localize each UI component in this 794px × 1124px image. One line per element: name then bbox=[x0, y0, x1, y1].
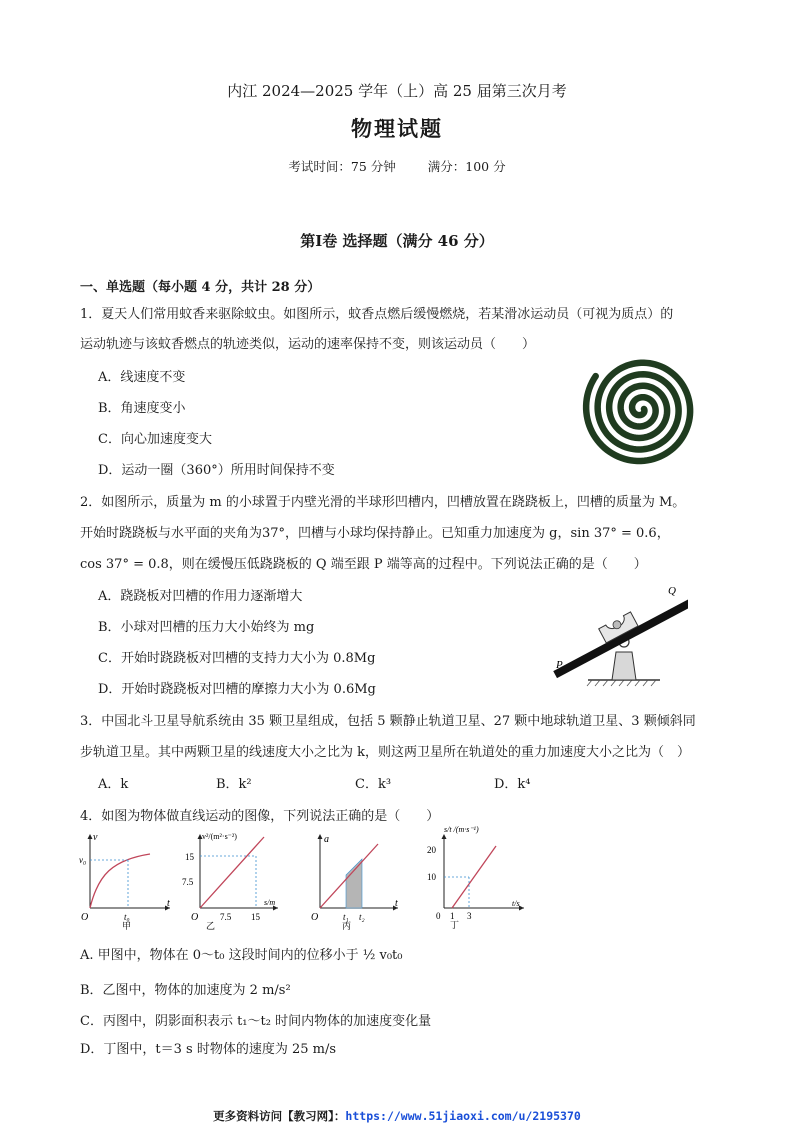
exam-info bbox=[0, 157, 794, 175]
graph-jia-ylabel: v bbox=[93, 832, 98, 843]
q2-option-d: D．开始时跷跷板对凹槽的摩擦力大小为 0.6Mg bbox=[98, 682, 376, 697]
graph-ding-xtick-3: 3 bbox=[467, 911, 472, 921]
footer bbox=[0, 1108, 794, 1124]
graph-ding-name: 丁 bbox=[450, 920, 460, 930]
graph-bing-origin: O bbox=[311, 912, 319, 923]
q4-option-d: D．丁图中，t＝3 s 时物体的速度为 25 m/s bbox=[80, 1042, 337, 1057]
q4-option-b: B．乙图中，物体的加速度为 2 m/s² bbox=[80, 983, 291, 998]
q3-option-c: C．k³ bbox=[355, 777, 392, 792]
graph-ding-ytick-20: 20 bbox=[427, 845, 436, 855]
q3-stem-line2: 步轨道卫星。其中两颗卫星的线速度大小之比为 k，则这两卫星所在轨道处的重力加速度大小之比为（ ） bbox=[80, 745, 691, 760]
graph-yi-ylabel: v²/(m²·s⁻²) bbox=[202, 832, 237, 841]
q1-stem-line1: 1．夏天人们常用蚊香来驱除蚊虫。如图所示，蚊香点燃后缓慢燃烧，若某滑冰运动员（可视为质点）的 bbox=[80, 307, 674, 322]
q4-stem: 4．如图为物体做直线运动的图像，下列说法正确的是（ ） bbox=[80, 809, 440, 824]
exam-time: 考试时间：75 分钟 bbox=[288, 159, 396, 174]
graph-ding-ylabel: s/t /(m·s⁻¹) bbox=[444, 825, 479, 834]
footer-prefix: 更多资料访问【教习网】： bbox=[213, 1109, 346, 1123]
graph-yi-ytick-7-5: 7.5 bbox=[182, 877, 194, 887]
graph-ding-xlabel: t/s bbox=[512, 899, 520, 908]
q3-option-b: B．k² bbox=[216, 777, 252, 792]
graph-bing-xtick-t1: t₁ bbox=[343, 912, 349, 922]
graph-jia-origin: O bbox=[81, 912, 89, 923]
q3-option-d: D．k⁴ bbox=[494, 777, 531, 792]
q2-option-b: B．小球对凹槽的压力大小始终为 mg bbox=[98, 620, 315, 635]
graph-bing bbox=[306, 830, 406, 930]
graph-jia bbox=[78, 830, 178, 930]
graph-jia-ymark: v₀ bbox=[79, 855, 87, 865]
q3-stem-line1: 3．中国北斗卫星导航系统由 35 颗卫星组成，包括 5 颗静止轨道卫星、27 颗中地球轨道卫星、3 颗倾斜同 bbox=[80, 714, 696, 729]
label-q: Q bbox=[668, 585, 676, 597]
graph-yi-xtick-7-5: 7.5 bbox=[220, 912, 232, 922]
graph-yi-xlabel: s/m bbox=[264, 898, 276, 907]
graph-yi-ytick-15: 15 bbox=[185, 852, 194, 862]
q4-option-a: A. 甲图中，物体在 0～t₀ 这段时间内的位移小于 ½ v₀t₀ bbox=[80, 948, 403, 963]
part-heading: 第Ⅰ卷 选择题（满分 46 分） bbox=[300, 232, 494, 250]
q2-stem-line1: 2．如图所示，质量为 m 的小球置于内壁光滑的半球形凹槽内，凹槽放置在跷跷板上，凹槽的质量为 M。 bbox=[80, 495, 686, 510]
q1-stem-line2: 运动轨迹与该蚊香燃点的轨迹类似，运动的速率保持不变，则该运动员（ ） bbox=[80, 337, 536, 352]
exam-score: 满分：100 分 bbox=[427, 159, 506, 174]
q2-stem-line3: cos 37° = 0.8，则在缓慢压低跷跷板的 Q 端至跟 P 端等高的过程中。下列说法正确的是（ ） bbox=[80, 557, 647, 572]
graph-yi-name: 乙 bbox=[206, 921, 216, 930]
graph-bing-name: 丙 bbox=[342, 921, 352, 930]
q2-stem-line2: 开始时跷跷板与水平面的夹角为37°，凹槽与小球均保持静止。已知重力加速度为 g，sin 37° = 0.6， bbox=[80, 526, 670, 541]
q1-option-b: B．角速度变小 bbox=[98, 401, 186, 416]
graph-bing-ylabel: a bbox=[324, 834, 329, 845]
graph-bing-xlabel: t bbox=[395, 898, 398, 909]
q3-option-a: A．k bbox=[98, 777, 129, 792]
q4-option-c: C．丙图中，阴影面积表示 t₁～t₂ 时间内物体的加速度变化量 bbox=[80, 1014, 432, 1029]
graph-ding-xtick-1: 1 bbox=[450, 911, 455, 921]
mosquito-coil-figure bbox=[578, 346, 704, 472]
graph-ding-ytick-10: 10 bbox=[427, 872, 436, 882]
graph-bing-xtick-t2: t₂ bbox=[359, 912, 365, 922]
graph-jia-name: 甲 bbox=[122, 921, 132, 930]
q2-option-a: A．跷跷板对凹槽的作用力逐渐增大 bbox=[98, 589, 303, 604]
footer-link[interactable]: https://www.51jiaoxi.com/u/2195370 bbox=[345, 1109, 581, 1123]
graph-yi-xtick-15: 15 bbox=[251, 912, 260, 922]
subject-title: 物理试题 bbox=[351, 116, 443, 141]
label-p: P bbox=[556, 659, 563, 671]
graph-jia-xmark: t₀ bbox=[124, 912, 130, 922]
graph-yi bbox=[178, 830, 288, 930]
exam-title: 内江 2024—2025 学年（上）高 25 届第三次月考 bbox=[227, 82, 567, 100]
graph-jia-xlabel: t bbox=[167, 898, 170, 909]
graph-ding bbox=[422, 822, 532, 930]
q1-option-d: D．运动一圈（360°）所用时间保持不变 bbox=[98, 463, 335, 478]
q1-option-c: C．向心加速度变大 bbox=[98, 432, 212, 447]
q2-option-c: C．开始时跷跷板对凹槽的支持力大小为 0.8Mg bbox=[98, 651, 376, 666]
section-heading: 一、单选题（每小题 4 分，共计 28 分） bbox=[80, 280, 321, 295]
q1-option-a: A．线速度不变 bbox=[98, 370, 186, 385]
graph-ding-origin: 0 bbox=[436, 911, 441, 921]
seesaw-figure bbox=[548, 582, 688, 688]
graph-yi-origin: O bbox=[191, 912, 199, 923]
